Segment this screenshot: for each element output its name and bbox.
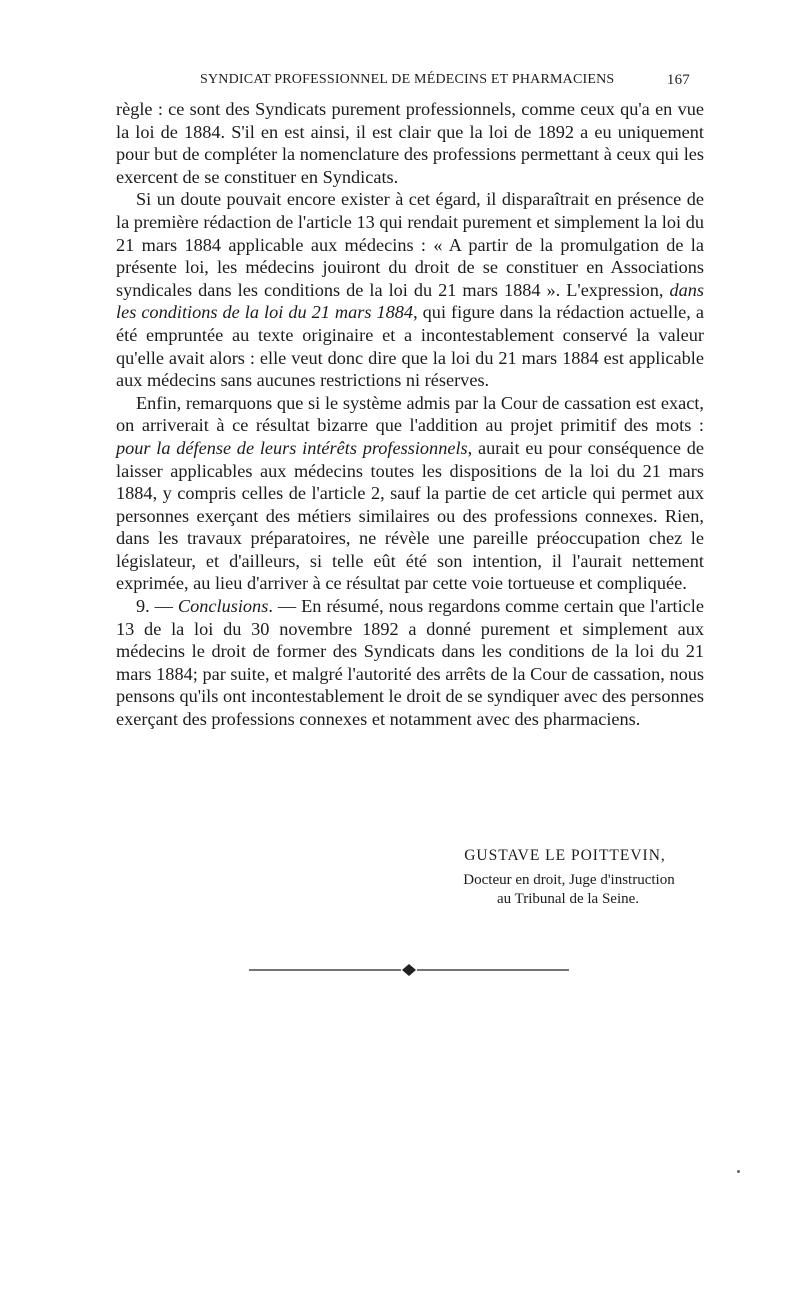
paragraph-3 — [116, 392, 704, 595]
author-name: GUSTAVE LE POITTEVIN, — [464, 847, 666, 864]
paragraph-2-text-b: , qui figure dans la rédaction actuelle, a été empruntée au texte originaire et a incontestablement conservé la valeur qu'elle avait alors : elle veut donc dire que la loi du 21 mars 1884 est applicable aux médecins sans aucunes restrictions ni réserves. — [116, 302, 704, 391]
paragraph-4-text-b: . — En résumé, nous regardons comme certain que l'article 13 de la loi du 30 novembre 1892 a donné purement et simplement aux médecins le droit de former des Syndicats dans les conditions de la loi du 21 mars 1884; par suite, et malgré l'autorité des arrêts de la Cour de cassation, nous pensons qu'ils ont incontestablement le droit de se syndiquer avec des personnes exerçant des professions connexes et notamment avec des pharmaciens. — [116, 596, 704, 730]
author-title-line-2: au Tribunal de la Seine. — [496, 891, 640, 907]
end-ornament — [249, 963, 569, 977]
paragraph-2-text-a: Si un doute pouvait encore exister à cet égard, il disparaîtrait en présence de la première rédaction de l'article 13 qui rendait purement et simplement la loi du 21 mars 1884 applicable aux médecins : « A partir de la promulgation de la présente loi, les médecins jouiront du droit de se constituer en Associations syndicales dans les conditions de la loi du 21 mars 1884 ». L'expression, — [116, 189, 704, 300]
running-header — [116, 72, 690, 94]
body-text — [116, 98, 704, 731]
signature-block — [420, 846, 710, 909]
paragraph-4-italic: Conclusions — [177, 596, 269, 617]
paragraph-4 — [116, 595, 704, 731]
paragraph-2-italic: dans les conditions de la loi du 21 mars 1884 — [116, 279, 704, 323]
paragraph-3-text-b: , aurait eu pour conséquence de laisser applicables aux médecins toutes les dispositions de la loi du 21 mars 1884, y compris celles de l'article 2, sauf la partie de cet article qui permet aux personnes exerçant des métiers similaires ou des professions connexes. Rien, dans les travaux préparatoires, ne révèle une pareille préoccupation chez le législateur, et d'ailleurs, si telle eût été son intention, il l'aurait nettement exprimée, au lieu d'arriver à ce résultat par cette voie tortueuse et compliquée. — [116, 437, 704, 594]
paragraph-3-italic: pour la défense de leurs intérêts professionnels — [116, 437, 468, 458]
running-title: SYNDICAT PROFESSIONNEL DE MÉDECINS ET PHARMACIENS — [200, 72, 615, 87]
paragraph-4-text-a: 9. — — [136, 596, 178, 617]
paragraph-1: règle : ce sont des Syndicats purement professionnels, comme ceux qu'a en vue la loi de 1884. S'il en est ainsi, il est clair que la loi de 1892 a eu uniquement pour but de compléter la nomenclature des professions permettant à ceux qui les exercent de se constituer en Syndicats. — [116, 99, 704, 187]
print-speck — [737, 1170, 740, 1173]
paragraph-3-text-a: Enfin, remarquons que si le système admis par la Cour de cassation est exact, on arriverait à ce résultat bizarre que l'addition au projet primitif des mots : — [116, 392, 704, 436]
paragraph-2 — [116, 188, 704, 391]
author-title-line-1: Docteur en droit, Juge d'instruction — [463, 872, 675, 888]
page-number: 167 — [666, 72, 690, 88]
